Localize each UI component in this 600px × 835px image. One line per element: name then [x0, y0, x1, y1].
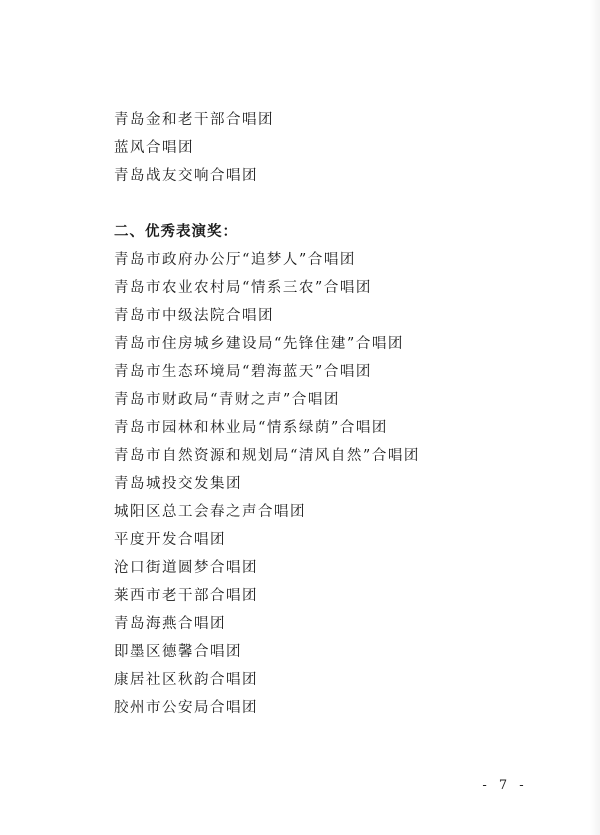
award-list-continued	[114, 106, 274, 190]
list-item: 莱西市老干部合唱团	[114, 588, 258, 604]
list-item: 青岛市园林和林业局“情系绿荫”合唱团	[114, 420, 388, 436]
list-item: 青岛市农业农村局“情系三农”合唱团	[114, 280, 372, 296]
list-item: 平度开发合唱团	[114, 532, 226, 548]
list-item: 青岛市自然资源和规划局“清风自然”合唱团	[114, 448, 420, 464]
list-item: 蓝风合唱团	[114, 140, 194, 156]
list-item: 青岛海燕合唱团	[114, 616, 226, 632]
list-item: 青岛市政府办公厅“追梦人”合唱团	[114, 252, 356, 268]
list-item: 青岛市住房城乡建设局“先锋住建”合唱团	[114, 336, 404, 352]
list-item: 青岛市财政局“青财之声”合唱团	[114, 392, 340, 408]
list-item: 青岛市中级法院合唱团	[114, 308, 274, 324]
section-heading: 二、优秀表演奖：	[114, 224, 238, 240]
list-item: 青岛城投交发集团	[114, 476, 242, 492]
page-number: - 7 -	[482, 778, 528, 793]
list-item: 青岛市生态环境局“碧海蓝天”合唱团	[114, 364, 372, 380]
list-item: 青岛战友交响合唱团	[114, 168, 258, 184]
section-heading-block	[114, 218, 238, 246]
list-item: 青岛金和老干部合唱团	[114, 112, 274, 128]
page-edge-shadow	[590, 0, 600, 835]
list-item: 城阳区总工会春之声合唱团	[114, 504, 306, 520]
excellent-performance-list	[114, 246, 420, 722]
list-item: 即墨区德馨合唱团	[114, 644, 242, 660]
list-item: 胶州市公安局合唱团	[114, 700, 258, 716]
list-item: 康居社区秋韵合唱团	[114, 672, 258, 688]
list-item: 沧口街道圆梦合唱团	[114, 560, 258, 576]
